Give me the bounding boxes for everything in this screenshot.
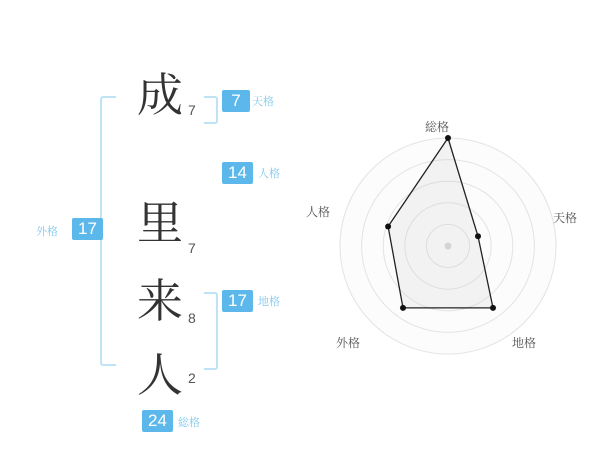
- score-badge-gaikaku: 17: [72, 218, 103, 240]
- score-label-soukaku: 総格: [178, 416, 200, 429]
- radar-chart: [300, 0, 600, 470]
- radar-chart-panel: [300, 0, 600, 470]
- bracket-chikaku: [204, 292, 218, 370]
- stroke-count-1: 7: [188, 102, 196, 118]
- kanji-2: 里: [137, 196, 183, 250]
- kanji-1: 成: [137, 68, 183, 122]
- score-label-tenkaku: 天格: [252, 95, 274, 108]
- score-badge-tenkaku: 7: [222, 90, 250, 112]
- radar-axis-label-chikaku: 地格: [512, 336, 537, 350]
- score-badge-chikaku: 17: [222, 290, 253, 312]
- radar-axis-label-tenkaku: 天格: [553, 211, 578, 225]
- name-breakdown-panel: [0, 0, 300, 470]
- stroke-count-3: 8: [188, 310, 196, 326]
- stroke-count-2: 7: [188, 240, 196, 256]
- bracket-tenkaku: [204, 96, 218, 124]
- radar-axis-label-soukaku: 総格: [425, 120, 450, 134]
- score-label-jinkaku: 人格: [258, 167, 280, 180]
- radar-axis-label-jinkaku: 人格: [306, 205, 331, 219]
- radar-axis-label-gaikaku: 外格: [336, 336, 361, 350]
- score-badge-soukaku: 24: [142, 410, 173, 432]
- score-label-chikaku: 地格: [258, 295, 280, 308]
- kanji-3: 来: [137, 274, 183, 328]
- score-badge-jinkaku: 14: [222, 162, 253, 184]
- kanji-4: 人: [137, 348, 183, 402]
- score-label-gaikaku: 外格: [36, 225, 58, 238]
- stroke-count-4: 2: [188, 370, 196, 386]
